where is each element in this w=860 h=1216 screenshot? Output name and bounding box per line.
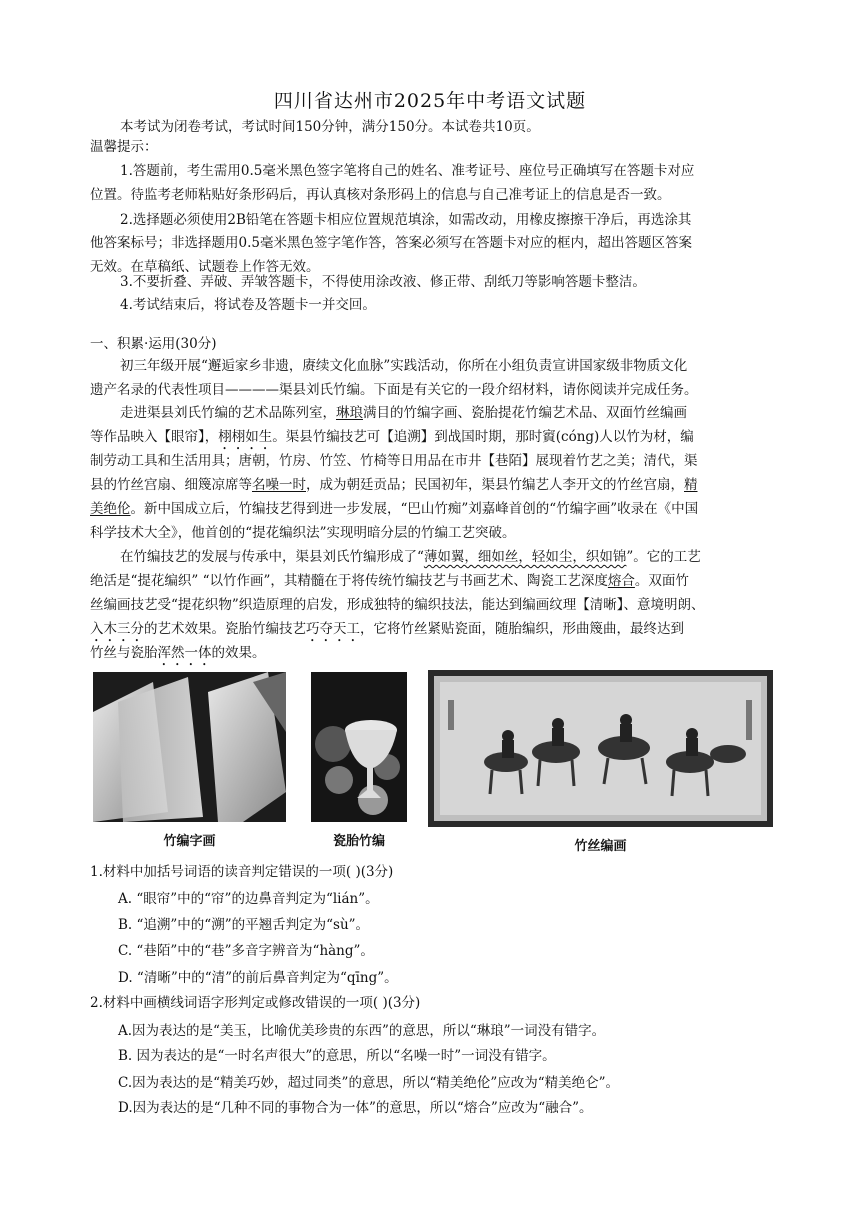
para2-line-1: 走进渠县刘氏竹编的艺术品陈列室，琳琅满目的竹编字画、瓷胎提花竹编艺术品、双面竹丝编画 bbox=[120, 405, 687, 421]
tips-label: 温馨提示： bbox=[90, 139, 158, 155]
page-title: 四川省达州市2025年中考语文试题 bbox=[273, 90, 587, 112]
question-1-option-b: B. “追溯”中的“溯”的平翘舌判定为“sù”。 bbox=[118, 917, 370, 933]
para2-line-5: 美绝伦。新中国成立后，竹编技艺得到进一步发展，“巴山竹痴”刘嘉峰首创的“竹编字画”收录在《中国 bbox=[90, 501, 699, 517]
tip-2-line-1: 2.选择题必须使用2B铅笔在答题卡相应位置规范填涂，如需改动，用橡皮擦擦干净后，再选涂其 bbox=[120, 212, 692, 228]
question-1-option-a: A. “眼帘”中的“帘”的边鼻音判定为“lián”。 bbox=[118, 891, 379, 907]
para2-line-2: 等作品映入【眼帘】，栩栩如生。渠县竹编技艺可【追溯】到战国时期，那时賨(cóng)人以竹为材，编 bbox=[90, 429, 694, 445]
para2-line-6: 科学技术大全》，他首创的“提花编织法”实现明暗分层的竹编工艺突破。 bbox=[90, 525, 516, 541]
question-2-option-a: A.因为表达的是“美玉，比喻优美珍贵的东西”的意思，所以“琳琅”一词没有错字。 bbox=[118, 1023, 606, 1039]
caption-porcelain-bamboo: 瓷胎竹编 bbox=[332, 834, 385, 849]
question-1-option-c: C. “巷陌”中的“巷”多音字辨音为“hàng”。 bbox=[118, 943, 374, 959]
caption-bamboo-silk-painting: 竹丝编画 bbox=[574, 839, 627, 854]
question-1-option-d: D. “清晰”中的“清”的前后鼻音判定为“qīng”。 bbox=[118, 970, 398, 986]
tip-1-line-2: 位置。待监考老师粘贴好条形码后，再认真核对条形码上的信息与自己准考证上的信息是否一致。 bbox=[90, 187, 671, 203]
tip-2-line-2: 他答案标号；非选择题用0.5毫米黑色签字笔作答，答案必须写在答题卡对应的框内，超出答题区答案 bbox=[90, 235, 692, 251]
para3-line-2: 绝活是“提花编织” “以竹作画”，其精髓在于将传统竹编技艺与书画艺术、陶瓷工艺深度熔合。双面竹 bbox=[90, 573, 689, 589]
bamboo-calligraphy-image bbox=[93, 672, 286, 822]
tip-1-line-1: 1.答题前，考生需用0.5毫米黑色签字笔将自己的姓名、准考证号、座位号正确填写在答题卡对应 bbox=[120, 163, 695, 179]
para3-line-1: 在竹编技艺的发展与传承中，渠县刘氏竹编形成了“薄如翼，细如丝，轻如尘，织如锦”。它的工艺 bbox=[120, 549, 701, 565]
para2-line-4: 县的竹丝宫扇、细篾凉席等名噪一时，成为朝廷贡品；民国初年，渠县竹编艺人李开文的竹丝宫扇，精 bbox=[90, 477, 698, 493]
tip-4: 4.考试结束后，将试卷及答题卡一并交回。 bbox=[120, 297, 376, 313]
para3-line-3: 丝编画技艺受“提花织物”织造原理的启发，形成独特的编织技法，能达到编画纹理【清晰】、意境明朗、 bbox=[90, 597, 705, 613]
para3-line-4: 入木三分的艺术效果。瓷胎竹编技艺巧夺天工，它将竹丝紧贴瓷面，随胎编织，形曲篾曲，最终达到 bbox=[90, 621, 684, 637]
para3-line-5: 竹丝与瓷胎浑然一体的效果。 bbox=[90, 645, 266, 661]
section-heading: 一、积累·运用(30分) bbox=[90, 336, 217, 352]
tip-3: 3.不要折叠、弄破、弄皱答题卡，不得使用涂改液、修正带、刮纸刀等影响答题卡整洁。 bbox=[120, 274, 646, 290]
tip-2-line-3: 无效。在草稿纸、试题卷上作答无效。 bbox=[90, 259, 320, 275]
caption-bamboo-calligraphy: 竹编字画 bbox=[163, 834, 216, 849]
question-2-option-d: D.因为表达的是“几种不同的事物合为一体”的意思，所以“熔合”应改为“融合”。 bbox=[118, 1100, 593, 1116]
question-2-option-b: B. 因为表达的是“一时名声很大”的意思，所以“名噪一时”一词没有错字。 bbox=[118, 1048, 556, 1064]
bamboo-silk-painting-image bbox=[428, 670, 773, 827]
question-2-stem: 2.材料中画横线词语字形判定或修改错误的一项( )(3分) bbox=[90, 995, 421, 1011]
para1-line-2: 遗产名录的代表性项目————渠县刘氏竹编。下面是有关它的一段介绍材料，请你阅读并完成任务。 bbox=[90, 382, 698, 398]
porcelain-bamboo-image bbox=[311, 672, 407, 822]
para2-line-3: 制劳动工具和生活用具；唐朝，竹房、竹笠、竹椅等日用品在市井【巷陌】展现着竹艺之美；清代，渠 bbox=[90, 453, 698, 469]
exam-intro: 本考试为闭卷考试，考试时间150分钟，满分150分。本试卷共10页。 bbox=[120, 119, 540, 135]
para1-line-1: 初三年级开展“邂逅家乡非遗，赓续文化血脉”实践活动，你所在小组负责宣讲国家级非物质文化 bbox=[120, 358, 688, 374]
question-2-option-c: C.因为表达的是“精美巧妙，超过同类”的意思，所以“精美绝伦”应改为“精美绝仑”。 bbox=[118, 1075, 620, 1091]
question-1-stem: 1.材料中加括号词语的读音判定错误的一项( )(3分) bbox=[90, 864, 394, 880]
